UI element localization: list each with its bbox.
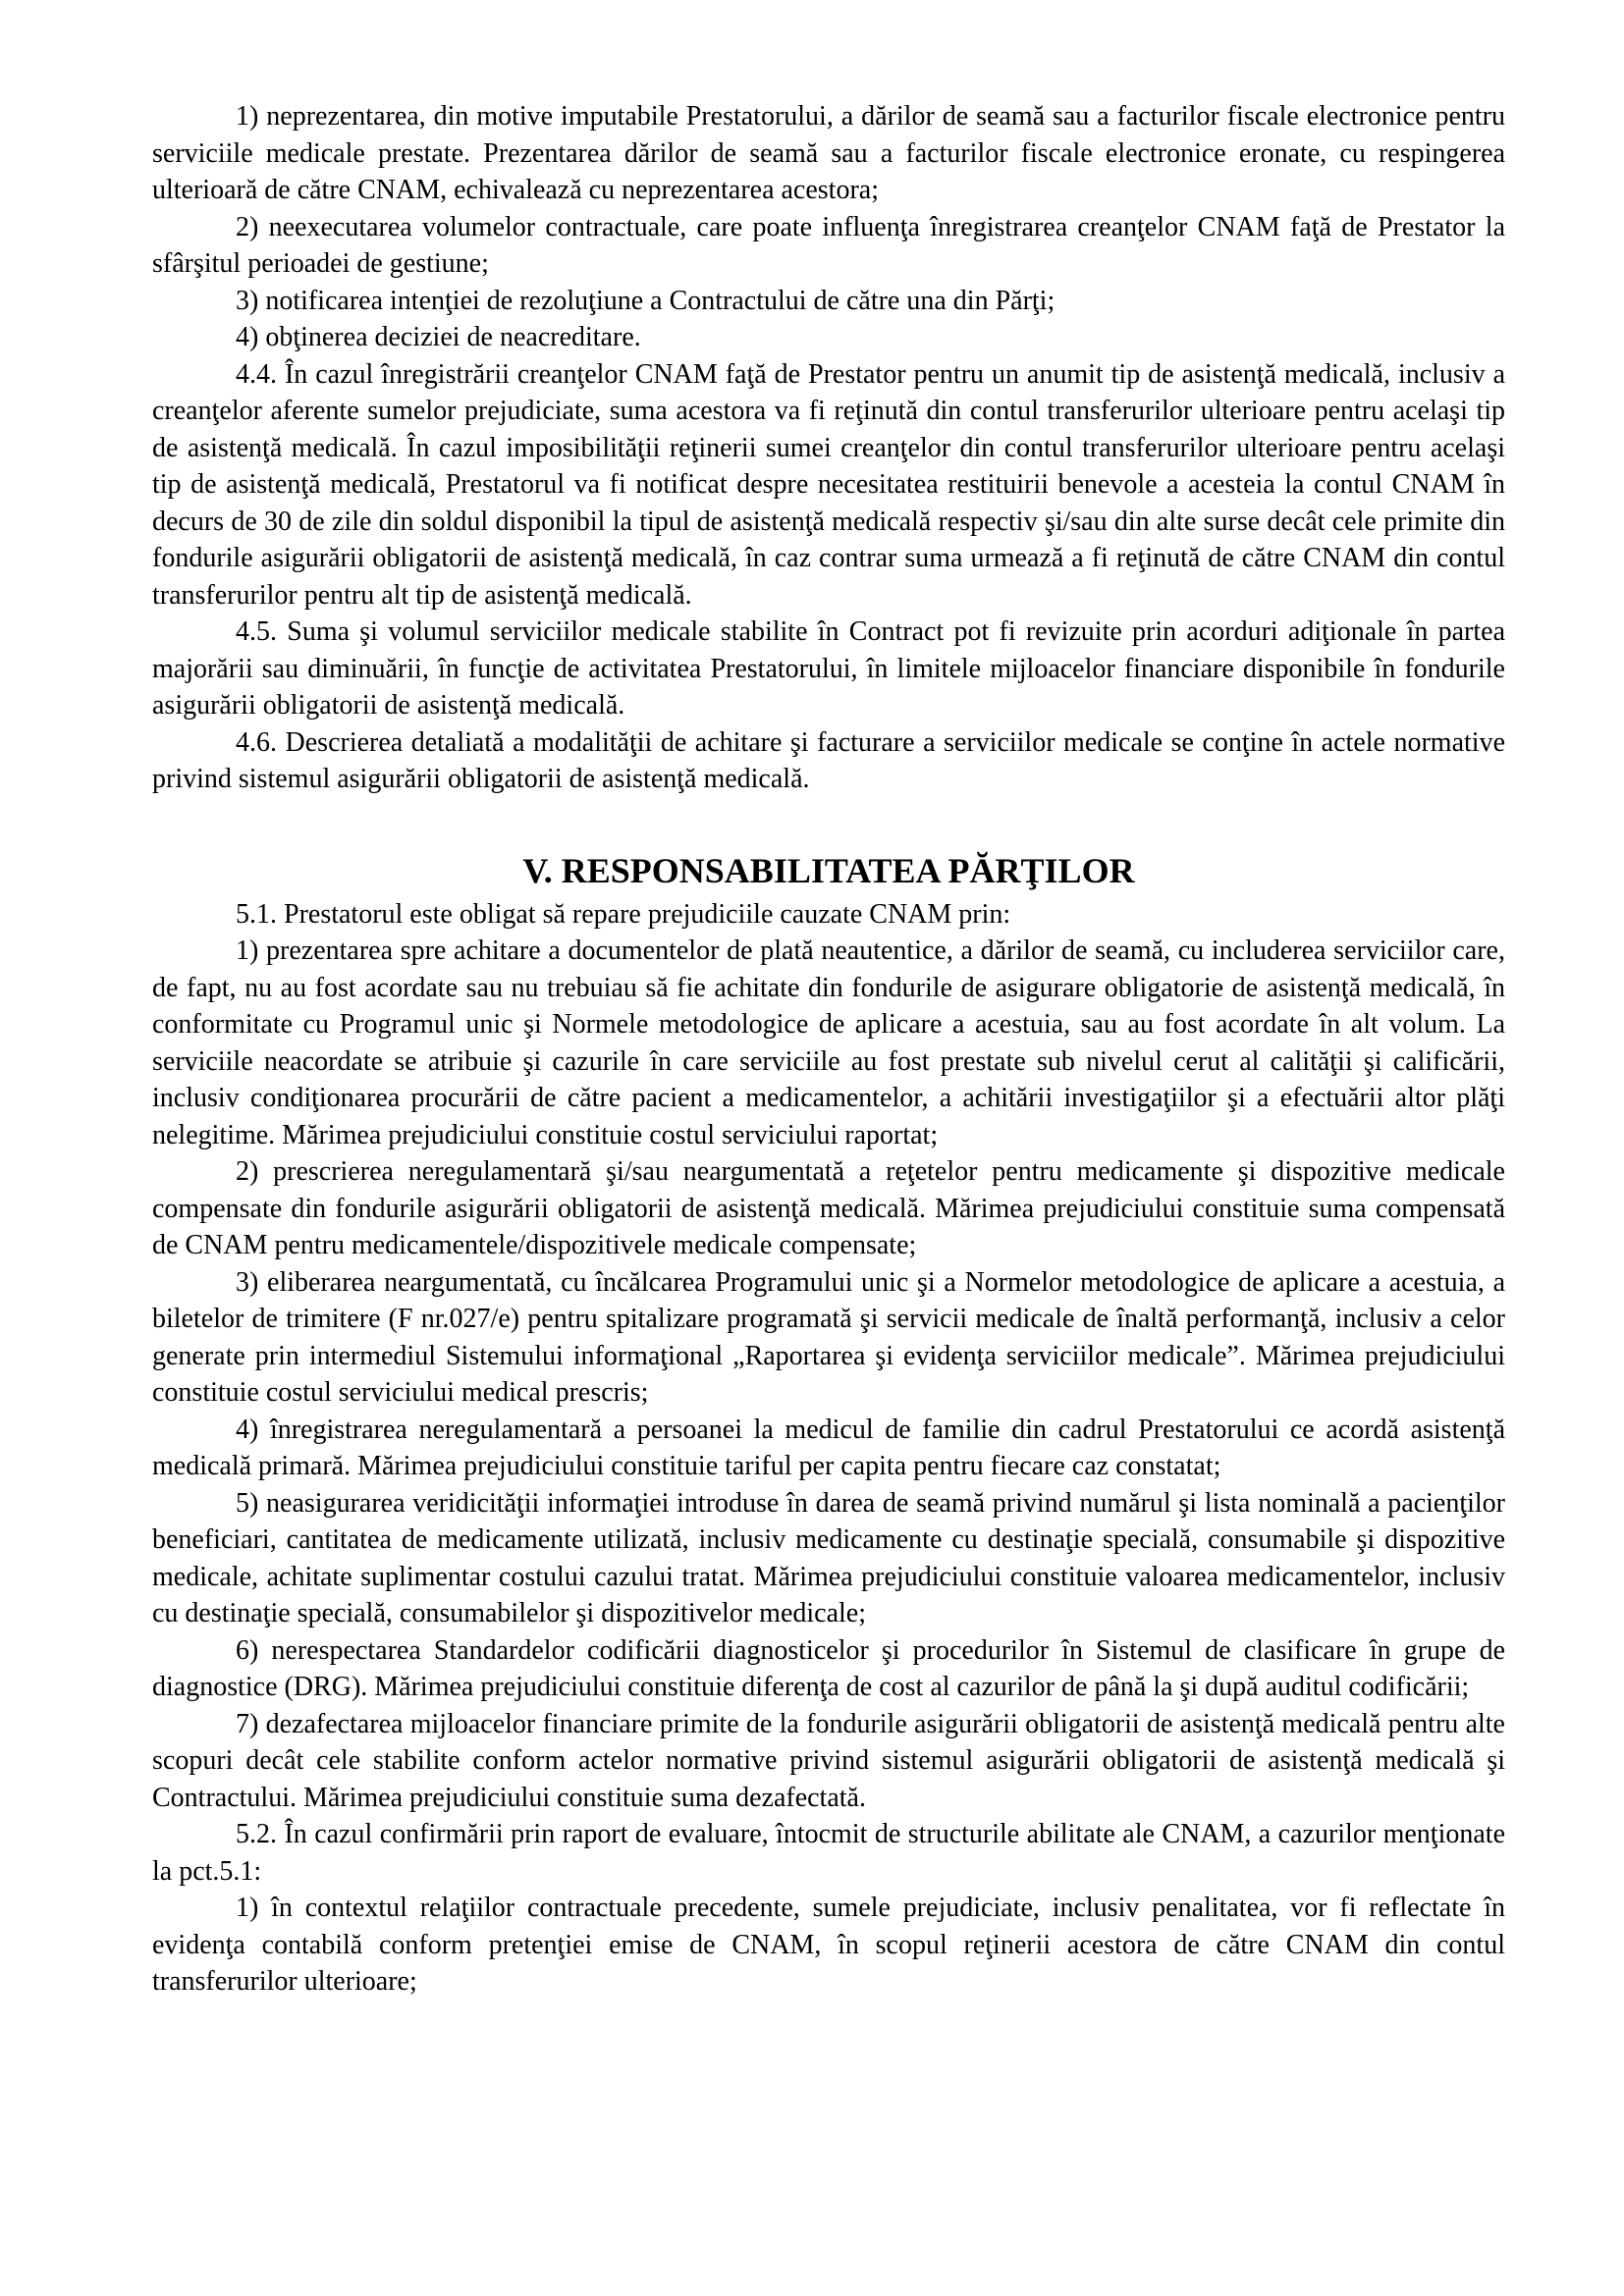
clause-5-1-item-3: 3) eliberarea neargumentată, cu încălcarea Programului unic şi a Normelor metodologice de aplicare a acestuia, a biletelor de trimitere (F nr.027/e) pentru spitalizare programată şi servicii medicale de înaltă performanţă, inclusiv a celor generate prin intermediul Sistemului informaţional „Raportarea şi evidenţa serviciilor medicale”. Mărimea prejudiciului constituie costul serviciului medical prescris; [152, 1266, 1505, 1408]
clause-4-4: 4.4. În cazul înregistrării creanţelor CNAM faţă de Prestator pentru un anumit tip de asistenţă medicală, inclusiv a creanţelor aferente sumelor prejudiciate, suma acestora va fi reţinută din contul transferurilor ulterioare pentru acelaşi tip de asistenţă medicală. În cazul imposibilităţii reţinerii sumei creanţelor din contul transferurilor ulterioare pentru acelaşi tip de asistenţă medicală, Prestatorul va fi notificat despre necesitatea restituirii benevole a acesteia la contul CNAM în decurs de 30 de zile din soldul disponibil la tipul de asistenţă medicală respectiv şi/sau din alte surse decât cele primite din fondurile asigurării obligatorii de asistenţă medicală, în caz contrar suma urmează a fi reţinută de către CNAM din contul transferurilor pentru alt tip de asistenţă medicală. [152, 358, 1505, 611]
clause-5-2-item-1: 1) în contextul relaţiilor contractuale precedente, sumele prejudiciate, inclusiv penalitatea, vor fi reflectate în evidenţa contabilă conform pretenţiei emise de CNAM, în scopul reţinerii acestora de către CNAM din contul transferurilor ulterioare; [152, 1893, 1505, 1997]
clause-5-1: 5.1. Prestatorul este obligat să repare prejudiciile cauzate CNAM prin: [236, 898, 1011, 930]
clause-4-6: 4.6. Descrierea detaliată a modalităţii de achitare şi facturare a serviciilor medicale se conţine în actele normative privind sistemul asigurării obligatorii de asistenţă medicală. [152, 726, 1505, 794]
list-item-2: 2) neexecutarea volumelor contractuale, care poate influenţa înregistrarea creanţelor CNAM faţă de Prestator la sfârşitul perioadei de gestiune; [152, 211, 1505, 279]
clause-5-1-item-4: 4) înregistrarea neregulamentară a persoanei la medicul de familie din cadrul Prestatorului ce acordă asistenţă medicală primară. Mărimea prejudiciului constituie tariful per capita pentru fiecare caz constatat; [152, 1414, 1505, 1481]
list-item-4: 4) obţinerea deciziei de neacreditare. [236, 322, 641, 352]
clause-5-1-item-5: 5) neasigurarea veridicităţii informaţiei introduse în darea de seamă privind numărul şi lista nominală a pacienţilor beneficiari, cantitatea de medicamente utilizată, inclusiv medicamente cu destinaţie specială, consumabile şi dispozitive medicale, achitate suplimentar costului cazului tratat. Mărimea prejudiciului constituie valoarea medicamentelor, inclusiv cu destinaţie specială, consumabilelor şi dispozitivelor medicale; [152, 1487, 1505, 1629]
list-item-1: 1) neprezentarea, din motive imputabile Prestatorului, a dărilor de seamă sau a facturilor fiscale electronice pentru serviciile medicale prestate. Prezentarea dărilor de seamă sau a facturilor fiscale electronice eronate, cu respingerea ulterioară de către CNAM, echivalează cu neprezentarea acestora; [152, 101, 1505, 205]
clause-5-1-item-2: 2) prescrierea neregulamentară şi/sau neargumentată a reţetelor pentru medicamente şi dispozitive medicale compensate din fondurile asigurării obligatorii de asistenţă medicală. Mărimea prejudiciului constituie suma compensată de CNAM pentru medicamentele/dispozitivele medicale compensate; [152, 1156, 1505, 1260]
list-item-3: 3) notificarea intenţiei de rezoluţiune a Contractului de către una din Părţi; [236, 285, 1056, 316]
clause-5-1-item-7: 7) dezafectarea mijloacelor financiare primite de la fondurile asigurării obligatorii de asistenţă medicală pentru alte scopuri decât cele stabilite conform actelor normative privind sistemul asigurării obligatorii de asistenţă medicală şi Contractului. Mărimea prejudiciului constituie suma dezafectată. [152, 1708, 1505, 1813]
clause-5-1-item-6: 6) nerespectarea Standardelor codificării diagnosticelor şi procedurilor în Sistemul de clasificare în grupe de diagnostice (DRG). Mărimea prejudiciului constituie diferenţa de cost al cazurilor de până la şi după auditul codificării; [152, 1634, 1505, 1702]
clause-5-1-item-1: 1) prezentarea spre achitare a documentelor de plată neautentice, a dărilor de seamă, cu includerea serviciilor care, de fapt, nu au fost acordate sau nu trebuiau să fie achitate din fondurile de asigurare obligatorie de asistenţă medicală, în conformitate cu Programul unic şi Normele metodologice de aplicare a acestuia, sau au fost acordate în alt volum. La serviciile neacordate se atribuie şi cazurile în care serviciile au fost prestate sub nivelul cerut al calităţii şi calificării, inclusiv condiţionarea procurării de către pacient a medicamentelor, a achitării investigaţiilor şi a efectuării altor plăţi nelegitime. Mărimea prejudiciului constituie costul serviciului raportat; [152, 935, 1505, 1150]
section-5-heading: V. RESPONSABILITATEA PĂRŢILOR [522, 850, 1135, 890]
clause-5-2: 5.2. În cazul confirmării prin raport de evaluare, întocmit de structurile abilitate ale CNAM, a cazurilor menţionate la pct.5.1: [152, 1819, 1505, 1887]
clause-4-5: 4.5. Suma şi volumul serviciilor medicale stabilite în Contract pot fi revizuite prin acorduri adiţionale în partea majorării sau diminuării, în funcţie de activitatea Prestatorului, în limitele mijloacelor financiare disponibile în fondurile asigurării obligatorii de asistenţă medicală. [152, 616, 1505, 721]
